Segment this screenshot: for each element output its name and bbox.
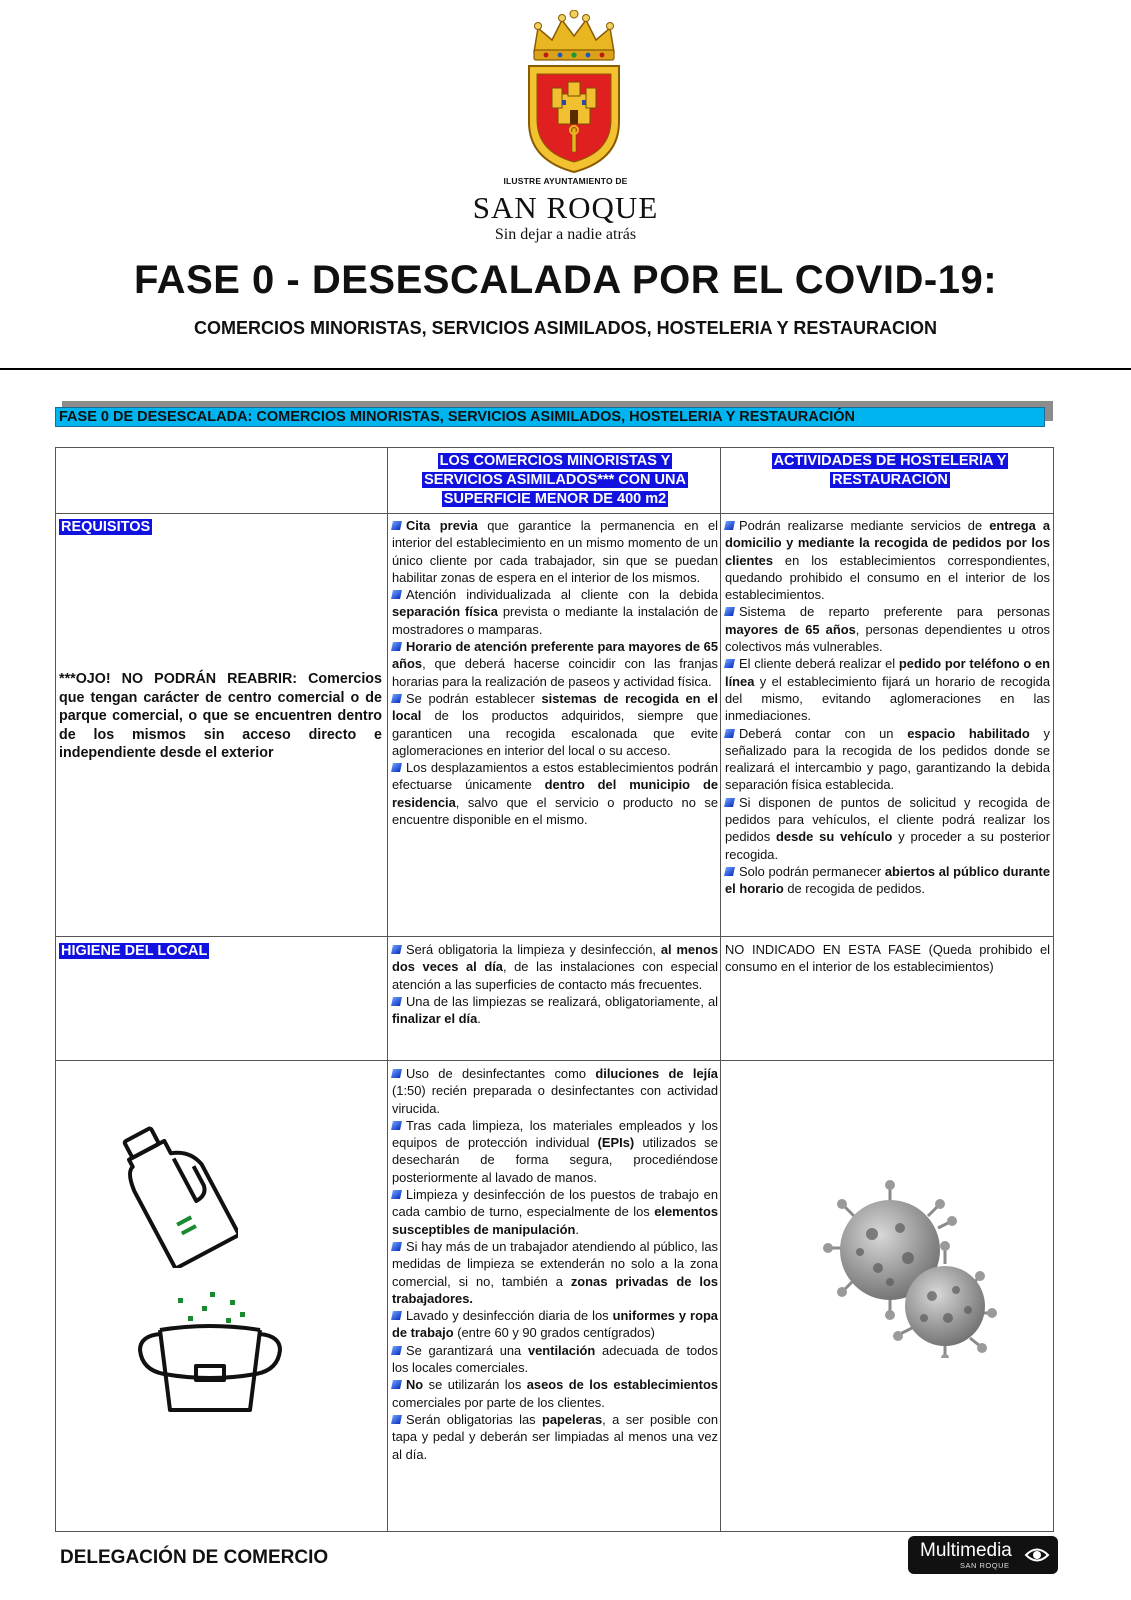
page-subtitle: COMERCIOS MINORISTAS, SERVICIOS ASIMILADOS, HOSTELERIA Y RESTAURACION — [193, 318, 938, 338]
bullet-icon — [391, 590, 402, 599]
coat-of-arms-icon — [524, 10, 624, 178]
bullet-icon — [724, 729, 735, 738]
bullet-icon — [391, 642, 402, 651]
bullet-icon — [724, 659, 735, 668]
list-item: Se podrán establecer sistemas de recogida en el local de los productos adquiridos, siempre que garanticen una recogida escalonada que evite aglomeraciones en interior del local o su acceso. — [392, 690, 718, 758]
column-header-hosteleria: ACTIVIDADES DE HOSTELERÍA Y RESTAURACIÓN — [773, 453, 1007, 488]
bullet-icon — [391, 1242, 402, 1251]
requisitos-hosteleria-list — [725, 517, 1050, 898]
higiene-hosteleria-text: NO INDICADO EN ESTA FASE (Queda prohibido el consumo en el interior de los establecimientos) — [725, 942, 1050, 975]
virus-image — [820, 1178, 1000, 1358]
bullet-icon — [391, 694, 402, 703]
list-item: Cita previa que garantice la permanencia en el interior del establecimiento en un mismo momento de un único cliente por cada trabajador, sin que se puedan habilitar zonas de espera en el interior de los mismos. — [392, 518, 718, 585]
list-item: Podrán realizarse mediante servicios de entrega a domicilio y mediante la recogida de pedidos por los clientes en los establecimientos correspondientes, quedando prohibido el consumo en el interior de los establecimientos. — [725, 518, 1050, 603]
list-item: El cliente deberá realizar el pedido por teléfono o en línea y el establecimiento fijará un horario de recogida del mismo, evitando aglomeraciones en las inmediaciones. — [725, 656, 1050, 724]
list-item: No se utilizarán los aseos de los establecimientos comerciales por parte de los clientes. — [392, 1377, 718, 1410]
list-item: Tras cada limpieza, los materiales empleados y los equipos de protección individual (EPIs) utilizados se desecharán de forma segura, procediéndose posteriormente al lavado de manos. — [392, 1117, 718, 1185]
reopening-warning-note: ***OJO! NO PODRÁN REABRIR: Comercios que tengan carácter de centro comercial o de parque comercial, o que se encuentren dentro de los mismos sin acceso directo e independiente desde el exterior — [59, 671, 382, 761]
list-item: Sistema de reparto preferente para personas mayores de 65 años, personas dependientes u otros colectivos más vulnerables. — [725, 604, 1050, 655]
list-item: Se garantizará una ventilación adecuada de todos los locales comerciales. — [392, 1342, 719, 1376]
list-item: Lavado y desinfección diaria de los uniformes y ropa de trabajo (entre 60 y 90 grados centígrados) — [392, 1308, 718, 1341]
multimedia-logo — [908, 1536, 1068, 1576]
column-header-comercios: LOS COMERCIOS MINORISTAS Y SERVICIOS ASIMILADOS*** CON UNA SUPERFICIE MENOR DE 400 m2 — [424, 453, 686, 507]
bullet-icon — [724, 798, 735, 807]
bullet-icon — [391, 1190, 402, 1199]
requisitos-comercios-list — [392, 517, 718, 828]
limpieza-comercios-list — [392, 1065, 718, 1463]
list-item: Horario de atención preferente para mayores de 65 años, que deberá hacerse coincidir con las franjas horarias para la realización de paseos y actividad física. — [392, 639, 718, 689]
list-item: Una de las limpiezas se realizará, obligatoriamente, al finalizar el día. — [392, 993, 718, 1027]
logo-text: Multimedia — [920, 1540, 1012, 1561]
bullet-icon — [391, 1069, 402, 1078]
org-small-label: ILUSTRE AYUNTAMIENTO DE — [503, 176, 628, 186]
bullet-icon — [391, 1311, 402, 1320]
bullet-icon — [391, 945, 402, 954]
bullet-icon — [391, 1380, 402, 1389]
list-item: Serán obligatorias las papeleras, a ser posible con tapa y pedal y deberán ser limpiadas al menos una vez al día. — [392, 1411, 719, 1462]
bullet-icon — [391, 763, 402, 772]
page-title: FASE 0 - DESESCALADA POR EL COVID-19: — [133, 258, 998, 302]
list-item: Uso de desinfectantes como diluciones de lejía (1:50) recién preparada o desinfectantes con actividad virucida. — [392, 1066, 718, 1116]
list-item: Solo podrán permanecer abiertos al público durante el horario de recogida de pedidos. — [725, 863, 1050, 897]
bullet-icon — [724, 867, 735, 876]
org-tagline: Sin dejar a nadie atrás — [494, 226, 637, 243]
higiene-comercios-list — [392, 941, 718, 1027]
list-item: Los desplazamientos a estos establecimientos podrán efectuarse únicamente dentro del municipio de residencia, salvo que el servicio o producto no se encuentre disponible en el mismo. — [392, 760, 719, 828]
list-item: Si hay más de un trabajador atendiendo al público, las medidas de limpieza se extenderán no solo a la zona comercial, si no, también a zonas privadas de los trabajadores. — [392, 1238, 718, 1306]
list-item: Limpieza y desinfección de los puestos de trabajo en cada cambio de turno, especialmente de los elementos susceptibles de manipulación. — [392, 1187, 718, 1237]
bullet-icon — [391, 997, 402, 1006]
section-banner: FASE 0 DE DESESCALADA: COMERCIOS MINORISTAS, SERVICIOS ASIMILADOS, HOSTELERIA Y RESTAURACIÓN — [55, 407, 1045, 427]
logo-subtext: SAN ROQUE — [960, 1561, 1010, 1570]
bullet-icon — [391, 521, 402, 530]
row-label-higiene: HIGIENE DEL LOCAL — [61, 943, 208, 959]
org-name: SAN ROQUE — [472, 190, 659, 225]
list-item: Si disponen de puntos de solicitud y recogida de pedidos para vehículos, el cliente podrá realizar los pedidos desde su vehículo y proceder a su posterior recogida. — [725, 794, 1050, 862]
row-label-requisitos: REQUISITOS — [61, 519, 151, 535]
list-item: Atención individualizada al cliente con la debida separación física prevista o mediante la instalación de mostradores o mamparas. — [392, 587, 718, 637]
eye-icon — [1024, 1544, 1050, 1566]
bullet-icon — [391, 1415, 402, 1424]
bullet-icon — [391, 1121, 402, 1130]
bullet-icon — [724, 521, 735, 530]
detergent-bottle-icon — [118, 1108, 238, 1268]
header-divider — [0, 368, 1131, 370]
footer-department: DELEGACIÓN DE COMERCIO — [60, 1547, 329, 1568]
bullet-icon — [724, 607, 735, 616]
bucket-icon — [130, 1290, 290, 1430]
list-item: Será obligatoria la limpieza y desinfección, al menos dos veces al día, de las instalaciones con especial atención a las superficies de contacto más frecuentes. — [392, 942, 718, 992]
list-item: Deberá contar con un espacio habilitado y señalizado para la recogida de los pedidos donde se realizará el intercambio y pago, garantizando la debida separación física establecida. — [725, 725, 1050, 793]
bullet-icon — [391, 1346, 402, 1355]
